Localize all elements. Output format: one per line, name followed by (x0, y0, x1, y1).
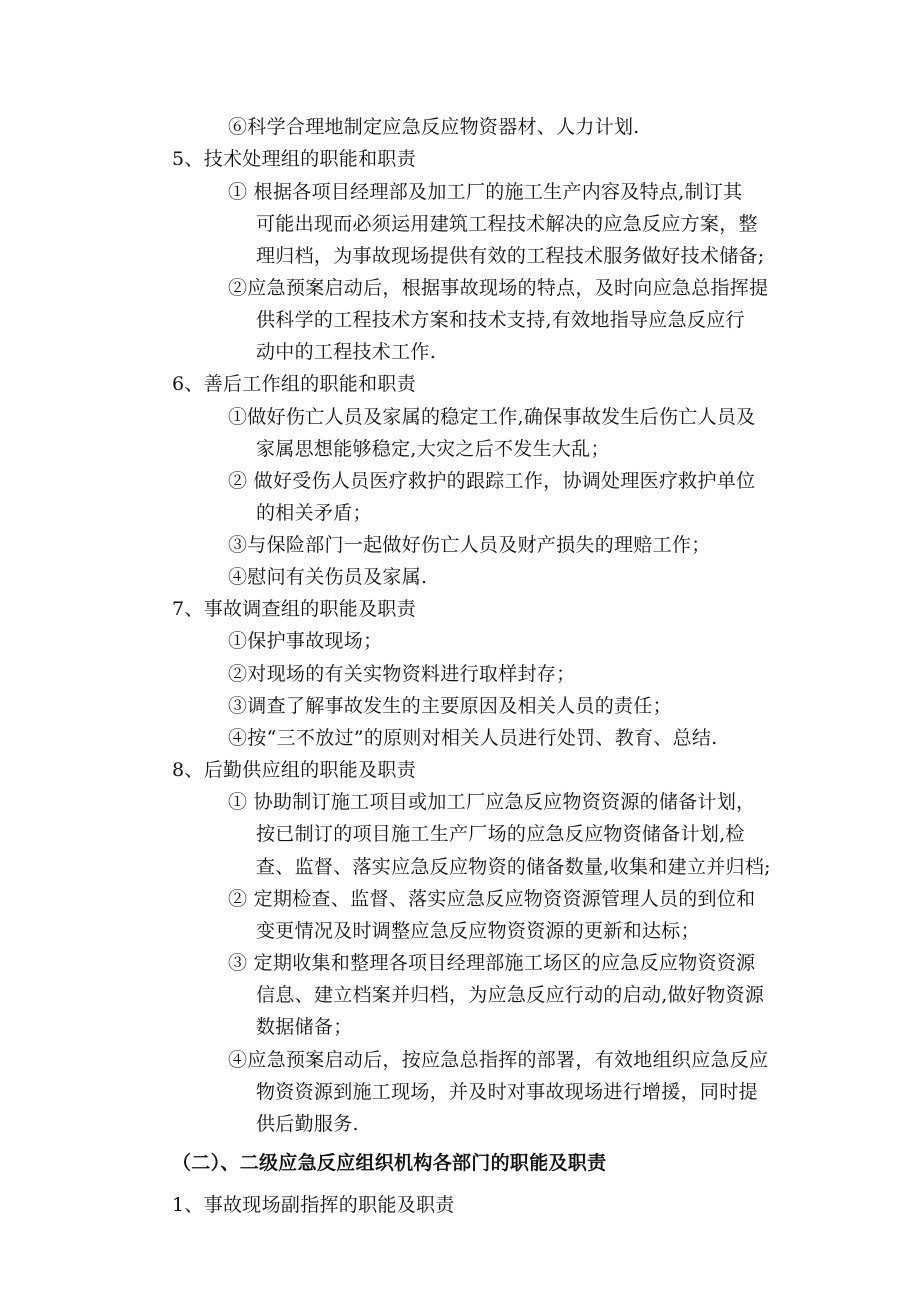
text-line: ⑥科学合理地制定应急反应物资器材、人力计划. (228, 116, 640, 138)
text-line: ① 协助制订施工项目或加工厂应急反应物资资源的储备计划， (228, 791, 756, 813)
text-line: ② 定期检查、监督、落实应急反应物资资源管理人员的到位和 (228, 888, 756, 910)
text-line: 数据储备； (256, 1016, 353, 1038)
text-line: ④应急预案启动后，按应急总指挥的部署，有效地组织应急反应 (228, 1049, 769, 1071)
text-line: 动中的工程技术工作. (256, 341, 437, 363)
text-line: ①保护事故现场； (228, 630, 383, 652)
text-line: ① 根据各项目经理部及加工厂的施工生产内容及特点,制订其 (228, 181, 743, 203)
text-line: ③与保险部门一起做好伤亡人员及财产损失的理赔工作； (228, 534, 711, 556)
section-heading: 1、事故现场副指挥的职能及职责 (172, 1194, 455, 1216)
text-line: ④慰问有关伤员及家属. (228, 566, 428, 588)
text-line: 理归档，为事故现场提供有效的工程技术服务做好技术储备; (256, 245, 765, 267)
text-line: 家属思想能够稳定,大灾之后不发生大乱； (256, 438, 610, 460)
section-heading: 7、事故调查组的职能及职责 (172, 598, 416, 620)
section-heading: 8、后勤供应组的职能及职责 (172, 759, 416, 781)
text-line: 变更情况及时调整应急反应物资资源的更新和达标； (256, 920, 700, 942)
text-line: 查、监督、落实应急反应物资的储备数量,收集和建立并归档; (256, 856, 771, 878)
text-line: ② 做好受伤人员医疗救护的跟踪工作，协调处理医疗救护单位 (228, 470, 756, 492)
text-line: 信息、建立档案并归档，为应急反应行动的启动,做好物资源 (256, 984, 765, 1006)
text-line: 供后勤服务. (256, 1113, 359, 1135)
text-line: 的相关矛盾； (256, 502, 372, 524)
text-line: ③调查了解事故发生的主要原因及相关人员的责任； (228, 695, 672, 717)
text-line: ②对现场的有关实物资料进行取样封存； (228, 663, 576, 685)
chapter-heading: （二）、二级应急反应组织机构各部门的职能及职责 (172, 1152, 607, 1174)
text-line: 按已制订的项目施工生产厂场的应急反应物资储备计划,检 (256, 823, 745, 845)
section-heading: 6、善后工作组的职能和职责 (172, 373, 416, 395)
text-line: ④按“三不放过”的原则对相关人员进行处罚、教育、总结. (228, 727, 718, 749)
text-line: ③ 定期收集和整理各项目经理部施工场区的应急反应物资资源 (228, 952, 756, 974)
text-line: ①做好伤亡人员及家属的稳定工作,确保事故发生后伤亡人员及 (228, 406, 756, 428)
text-line: 可能出现而必须运用建筑工程技术解决的应急反应方案，整 (256, 213, 758, 235)
text-line: ②应急预案启动后，根据事故现场的特点，及时向应急总指挥提 (228, 277, 769, 299)
text-line: 物资资源到施工现场，并及时对事故现场进行增援，同时提 (256, 1081, 758, 1103)
text-line: 供科学的工程技术方案和技术支持,有效地指导应急反应行 (256, 309, 745, 331)
section-heading: 5、技术处理组的职能和职责 (172, 148, 416, 170)
